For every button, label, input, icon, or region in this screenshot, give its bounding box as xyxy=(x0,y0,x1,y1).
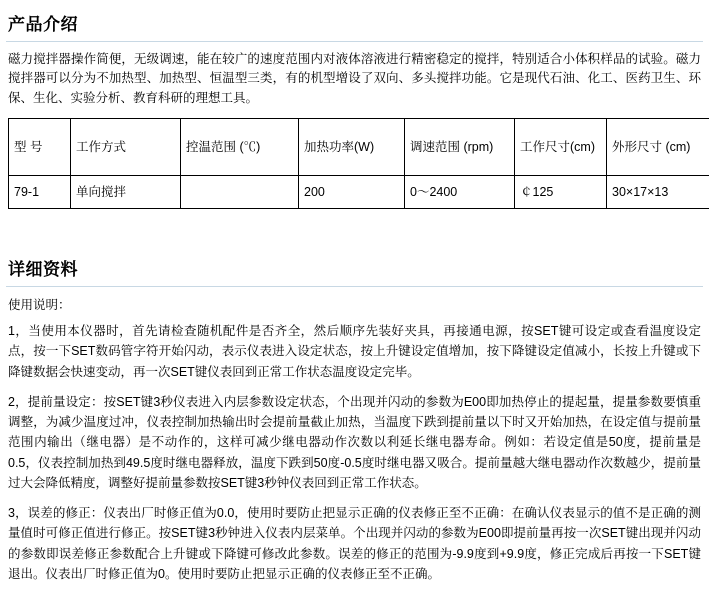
table-header-work-mode: 工作方式 xyxy=(71,119,181,176)
table-header-overall-size: 外形尺寸 (cm) xyxy=(607,119,709,176)
section-spacer xyxy=(6,215,703,237)
title-divider-intro xyxy=(6,41,703,42)
usage-instructions-label: 使用说明： xyxy=(8,298,71,313)
table-header-speed-range: 调速范围 (rpm) xyxy=(405,119,515,176)
section-detail-info xyxy=(6,255,703,584)
cell-model: 79-1 xyxy=(9,176,71,209)
intro-paragraph: 磁力搅拌器操作简便，无级调速，能在较广的速度范围内对液体溶液进行精密稳定的搅拌，特别适合小体积样品的试验。磁力搅拌器可以分为不加热型、加热型、恒温型三类，有的机型增设了双向、多头搅拌功能。它是现代石油、化工、医药卫生、环保、生化、实验分析、教育科研的理想工具。 xyxy=(8,52,701,105)
table-header-temp-range: 控温范围 (℃) xyxy=(181,119,299,176)
section-product-intro xyxy=(6,10,703,209)
cell-work-mode: 单向搅拌 xyxy=(71,176,181,209)
cell-work-size: ￠125 xyxy=(515,176,607,209)
page-title-detail: 详细资料 xyxy=(8,260,78,280)
table-header-model: 型 号 xyxy=(9,119,71,176)
table-header-work-size: 工作尺寸(cm) xyxy=(515,119,607,176)
cell-heating-power: 200 xyxy=(299,176,405,209)
usage-item-2: 2，提前量设定：按SET键3秒仪表进入内层参数设定状态，个出现并闪动的参数为E00即加热停止的提起量，提量参数要慎重调整，为减少温度过冲，仪表控制加热输出时会提前量截止加热，当温度下跌到提前量以下时又开始加热，在设定值与提前量范围内输出（继电器）是不动作的，这样可减少继电器动作次数以利延长继电器寿命。例如：若设定值是50度，提前量是0.5，仪表控制加热到49.5度时继电器释放，温度下跌到50度-0.5度时继电器又吸合。提前量越大继电器动作次数越少，提前量过大会降低精度，调整好提前量参数按SET键3秒钟仪表回到正常工作状态。 xyxy=(8,394,701,490)
usage-item-3: 3，误差的修正：仪表出厂时修正值为0.0，使用时要防止把显示正确的仪表修正至不正确：在确认仪表显示的值不是正确的测量值时可修正值进行修正。按SET键3秒钟进入仪表内层菜单。个出现并闪动的参数为E00即提前量再按一次SET键出现并闪动的参数即误差修正参数配合上升键或下降键可修改此参数。误差的修正的范围为-9.9度到+9.9度，修正完成后再按一下SET键退出。仪表出厂时修正值为0。使用时要防止把显示正确的仪表修正至不正确。 xyxy=(8,506,701,581)
cell-temp-range xyxy=(181,176,299,209)
cell-speed-range: 0～2400 xyxy=(405,176,515,209)
specification-table xyxy=(8,118,709,209)
table-header-row xyxy=(9,119,709,176)
table-row xyxy=(9,176,709,209)
table-header-heating-power: 加热功率(W) xyxy=(299,119,405,176)
page-title-intro: 产品介绍 xyxy=(8,15,78,34)
usage-item-1: 1，当使用本仪器时，首先请检查随机配件是否齐全，然后顺序先装好夹具，再接通电源，按SET键可设定或查看温度设定点，按一下SET数码管字符开始闪动，表示仪表进入设定状态，按上升键设定值增加，按下降键设定值减小，长按上升键或下降键数据会快速变动，再一次SET键仪表回到正常工作状态温度设定完毕。 xyxy=(8,324,701,379)
title-divider-detail xyxy=(6,286,703,287)
cell-overall-size: 30×17×13 xyxy=(607,176,709,209)
